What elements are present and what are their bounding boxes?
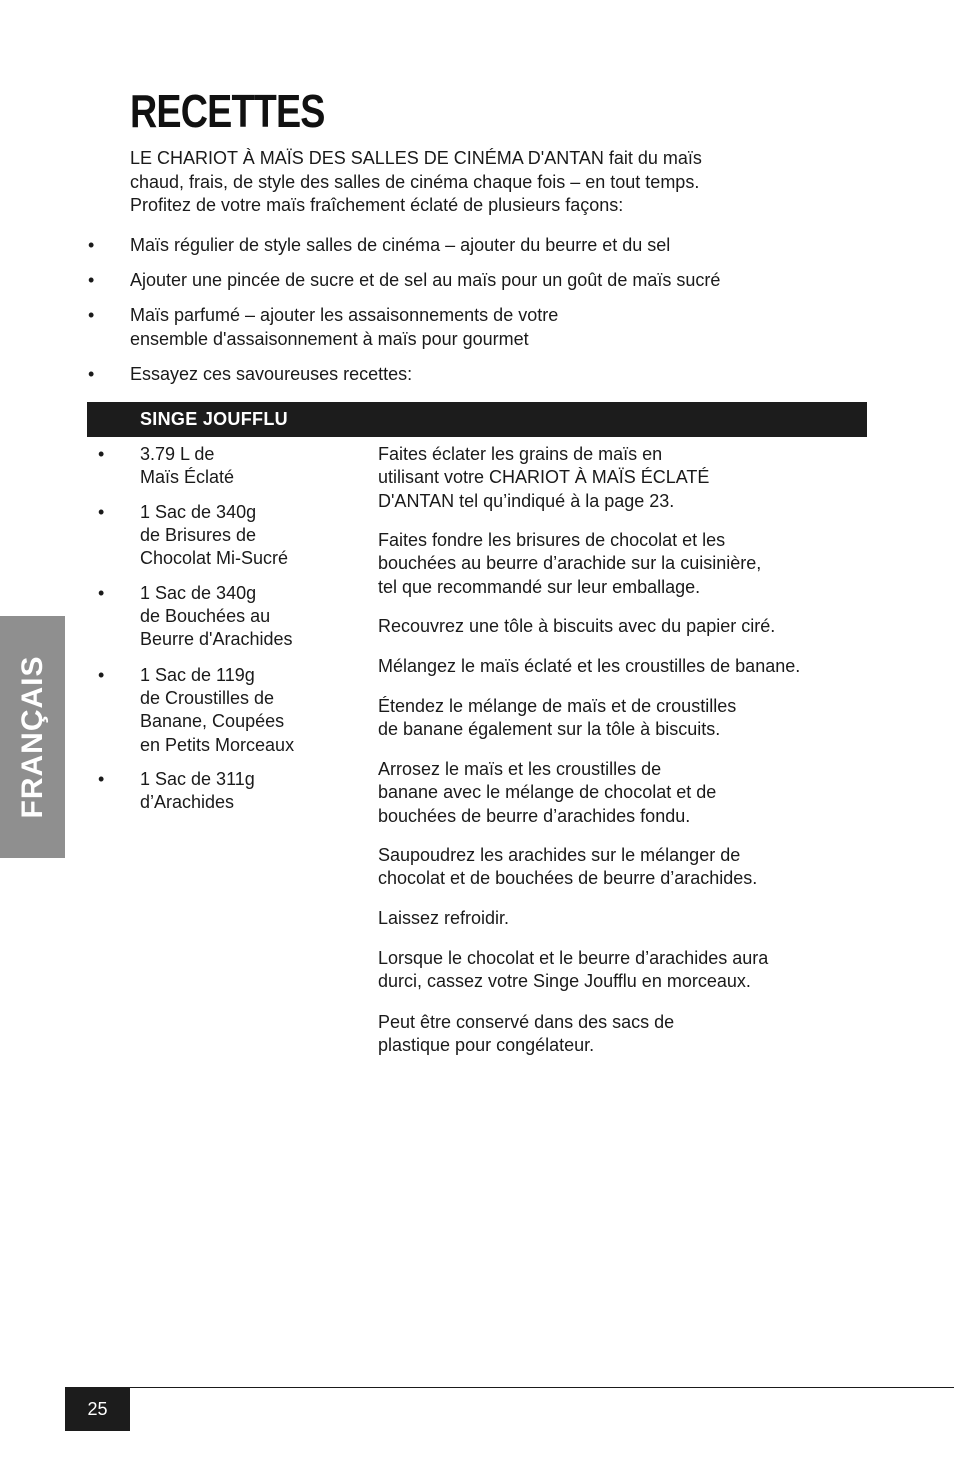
instruction-line: Faites fondre les brisures de chocolat et les xyxy=(378,530,726,550)
intro-line: Profitez de votre maïs fraîchement éclaté de plusieurs façons: xyxy=(130,195,624,215)
ingredient-line: 1 Sac de 340g xyxy=(140,583,257,603)
instruction-step xyxy=(378,695,736,742)
bullet-icon: • xyxy=(88,235,95,255)
ingredient-line: de Croustilles de xyxy=(140,688,275,709)
language-label: FRANÇAIS xyxy=(15,655,49,819)
instruction-line: Arrosez le maïs et les croustilles de xyxy=(378,759,662,779)
ingredient-line: 1 Sac de 311g xyxy=(140,769,255,789)
instruction-line: plastique pour congélateur. xyxy=(378,1035,595,1056)
instruction-step xyxy=(378,947,768,994)
instruction-line: banane avec le mélange de chocolat et de xyxy=(378,782,717,803)
list-item-text: Essayez ces savoureuses recettes: xyxy=(130,364,413,384)
instruction-line: Faites éclater les grains de maïs en xyxy=(378,444,663,464)
bullet-icon: • xyxy=(98,444,105,464)
intro-paragraph xyxy=(130,147,810,218)
language-side-tab xyxy=(0,616,65,858)
instruction-line: Mélangez le maïs éclaté et les croustilles de banane. xyxy=(378,656,801,676)
bullet-icon: • xyxy=(98,769,105,789)
instruction-step xyxy=(378,615,775,638)
bullet-icon: • xyxy=(88,364,95,384)
ingredient-line: de Bouchées au xyxy=(140,606,271,627)
instruction-line: Lorsque le chocolat et le beurre d’arachides aura xyxy=(378,948,769,968)
instruction-line: de banane également sur la tôle à biscuits. xyxy=(378,719,721,740)
bullet-icon: • xyxy=(98,583,105,603)
instruction-line: Recouvrez une tôle à biscuits avec du papier ciré. xyxy=(378,616,776,636)
instruction-line: Saupoudrez les arachides sur le mélanger de xyxy=(378,845,741,865)
instruction-step xyxy=(378,907,509,930)
bullet-icon: • xyxy=(98,665,105,685)
footer-divider xyxy=(65,1387,954,1388)
list-item-text: Ajouter une pincée de sucre et de sel au maïs pour un goût de maïs sucré xyxy=(130,270,721,290)
instruction-line: Peut être conservé dans des sacs de xyxy=(378,1012,675,1032)
ingredient-line: 1 Sac de 119g xyxy=(140,665,255,685)
ingredient-line: d’Arachides xyxy=(140,792,235,813)
ingredient-line: Chocolat Mi-Sucré xyxy=(140,548,289,569)
bullet-icon: • xyxy=(98,502,105,522)
intro-line: LE CHARIOT À MAÏS DES SALLES DE CINÉMA D'ANTAN fait du maïs xyxy=(130,148,702,168)
instruction-line: chocolat et de bouchées de beurre d’arachides. xyxy=(378,868,758,889)
instruction-step xyxy=(378,844,757,891)
intro-line: chaud, frais, de style des salles de cinéma chaque fois – en tout temps. xyxy=(130,171,700,192)
bullet-icon: • xyxy=(88,270,95,290)
recipe-header-bar xyxy=(87,402,867,437)
instruction-line: Laissez refroidir. xyxy=(378,908,510,928)
list-item-text: ensemble d'assaisonnement à maïs pour gourmet xyxy=(130,329,529,349)
ingredient-line: 3.79 L de xyxy=(140,444,215,464)
instruction-step xyxy=(378,1011,674,1058)
instruction-line: bouchées de beurre d’arachides fondu. xyxy=(378,805,691,826)
instruction-line: bouchées au beurre d’arachide sur la cuisinière, xyxy=(378,553,762,574)
ingredient-line: 1 Sac de 340g xyxy=(140,502,257,522)
instruction-step xyxy=(378,443,709,513)
instruction-line: D'ANTAN tel qu’indiqué à la page 23. xyxy=(378,490,675,511)
recipe-title: SINGE JOUFFLU xyxy=(140,409,288,429)
instruction-line: utilisant votre CHARIOT À MAÏS ÉCLATÉ xyxy=(378,467,710,488)
ingredient-line: Maïs Éclaté xyxy=(140,467,235,488)
page-number: 25 xyxy=(87,1399,108,1419)
instruction-step xyxy=(378,655,800,678)
ingredient-line: de Brisures de xyxy=(140,525,257,546)
list-item-text: Maïs parfumé – ajouter les assaisonnements de votre xyxy=(130,305,559,325)
list-item-text: Maïs régulier de style salles de cinéma – ajouter du beurre et du sel xyxy=(130,235,671,255)
ingredient-line: Beurre d'Arachides xyxy=(140,629,293,650)
instruction-step xyxy=(378,529,761,599)
instruction-line: Étendez le mélange de maïs et de croustilles xyxy=(378,696,737,716)
instruction-line: tel que recommandé sur leur emballage. xyxy=(378,576,701,597)
instruction-step xyxy=(378,758,716,828)
page-title: RECETTES xyxy=(130,85,325,137)
ingredient-line: Banane, Coupées xyxy=(140,711,285,732)
page-number-box xyxy=(65,1387,130,1431)
instruction-line: durci, cassez votre Singe Joufflu en morceaux. xyxy=(378,971,751,992)
ingredient-line: en Petits Morceaux xyxy=(140,734,295,755)
bullet-icon: • xyxy=(88,305,95,325)
